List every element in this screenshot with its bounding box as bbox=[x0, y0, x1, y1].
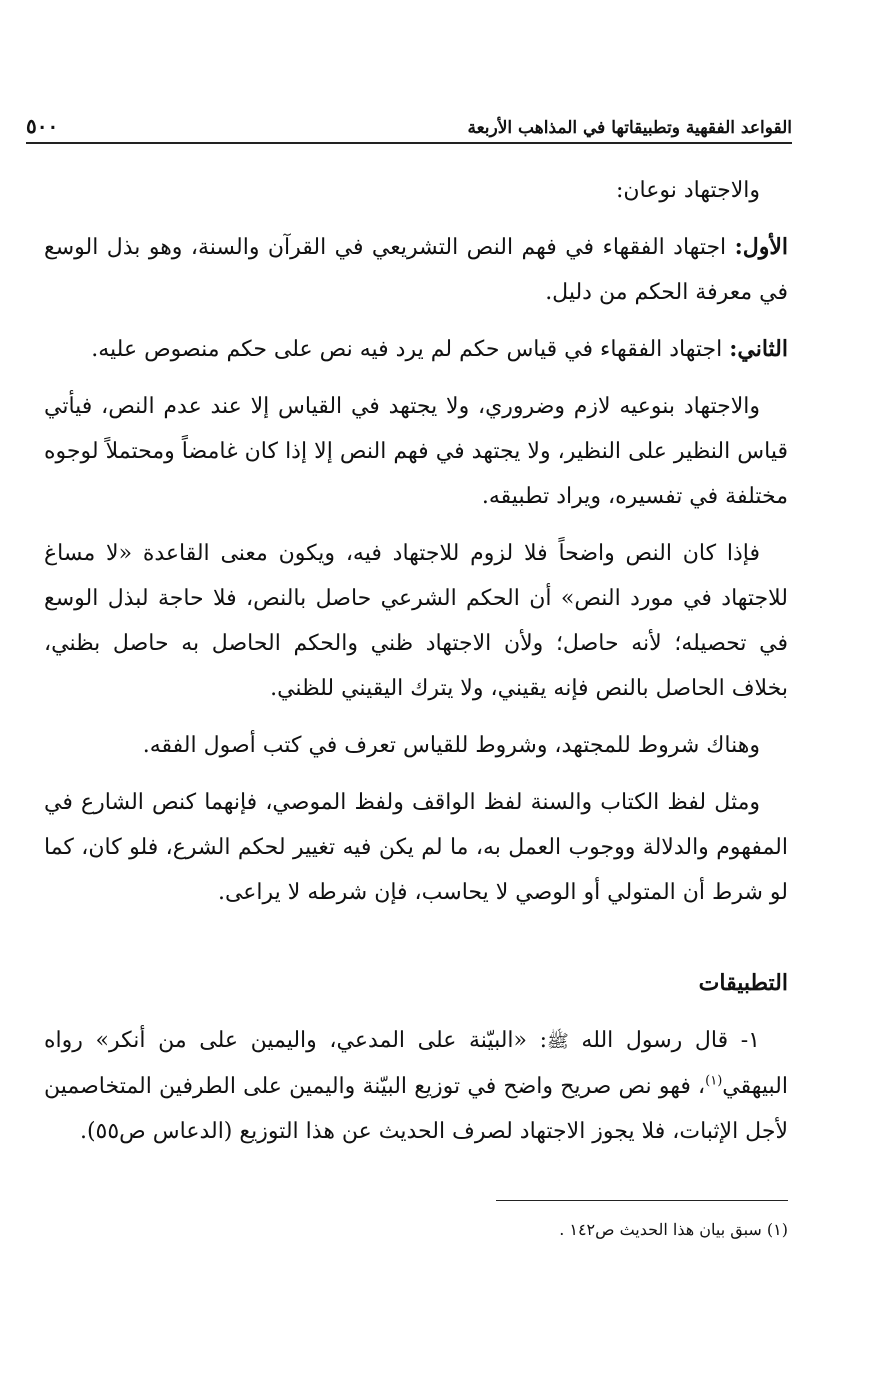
paragraph-endower: ومثل لفظ الكتاب والسنة لفظ الواقف ولفظ الموصي، فإنهما كنص الشارع في المفهوم والدلالة ووجوب العمل به، ما لم يكن فيه تغيير لحكم الشرع، فلو كان، كما لو شرط أن المتولي أو الوصي لا يحاسب، فإن شرطه لا يراعى. bbox=[44, 790, 788, 905]
book-title: القواعد الفقهية وتطبيقاتها في المذاهب الأربعة bbox=[467, 118, 792, 138]
footnote bbox=[44, 1220, 788, 1239]
footnote-divider bbox=[496, 1200, 788, 1201]
item1-rest: ، فهو نص صريح واضح في توزيع البيّنة واليمين على الطرفين المتخاصمين لأجل الإثبات، فلا يجوز الاجتهاد لصرف الحديث عن هذا التوزيع (الدعاس ص٥٥). bbox=[44, 1074, 788, 1144]
footnote-marker: (١) bbox=[766, 1220, 788, 1239]
paragraph-second-type bbox=[44, 327, 788, 372]
item1-start: ١- قال رسول الله bbox=[568, 1028, 760, 1053]
honorific-glyph: ﷺ bbox=[547, 1031, 569, 1052]
paragraph-intro: والاجتهاد نوعان: bbox=[615, 178, 760, 203]
second-type-label: الثاني: bbox=[729, 336, 788, 362]
running-header bbox=[26, 108, 792, 144]
section-heading-applications: التطبيقات bbox=[698, 970, 788, 996]
paragraph-first-type bbox=[44, 225, 788, 315]
second-type-text: اجتهاد الفقهاء في قياس حكم لم يرد فيه نص على حكم منصوص عليه. bbox=[91, 337, 730, 362]
first-type-text: اجتهاد الفقهاء في فهم النص التشريعي في القرآن والسنة، وهو بذل الوسع في معرفة الحكم من دليل. bbox=[44, 235, 788, 305]
page-number: ٥٠٠ bbox=[26, 114, 59, 138]
paragraph-conditions: وهناك شروط للمجتهد، وشروط للقياس تعرف في كتب أصول الفقه. bbox=[142, 733, 760, 758]
main-text bbox=[44, 168, 788, 1166]
paragraph-clear-text: فإذا كان النص واضحاً فلا لزوم للاجتهاد فيه، ويكون معنى القاعدة «لا مساغ للاجتهاد في مورد النص» أن الحكم الشرعي حاصل بالنص، فلا حاجة لبذل الوسع في تحصيله؛ لأنه حاصل؛ ولأن الاجتهاد ظني والحكم الحاصل به حاصل بظني، بخلاف الحاصل بالنص فإنه يقيني، ولا يترك اليقيني للظني. bbox=[44, 541, 788, 701]
footnote-ref: (١) bbox=[705, 1073, 723, 1089]
application-item-1 bbox=[44, 1018, 788, 1154]
footnote-text: سبق بيان هذا الحديث ص١٤٢ . bbox=[559, 1220, 762, 1239]
paragraph-both-types: والاجتهاد بنوعيه لازم وضروري، ولا يجتهد في القياس إلا عند عدم النص، فيأتي قياس النظير على النظير، ولا يجتهد في فهم النص إلا إذا كان غامضاً ومحتملاً لوجوه مختلفة في تفسيره، ويراد تطبيقه. bbox=[44, 394, 788, 509]
first-type-label: الأول: bbox=[734, 234, 788, 260]
item1-quote: : «البيّنة على المدعي، واليمين على من أنكر» رواه البيهقي bbox=[44, 1028, 788, 1099]
